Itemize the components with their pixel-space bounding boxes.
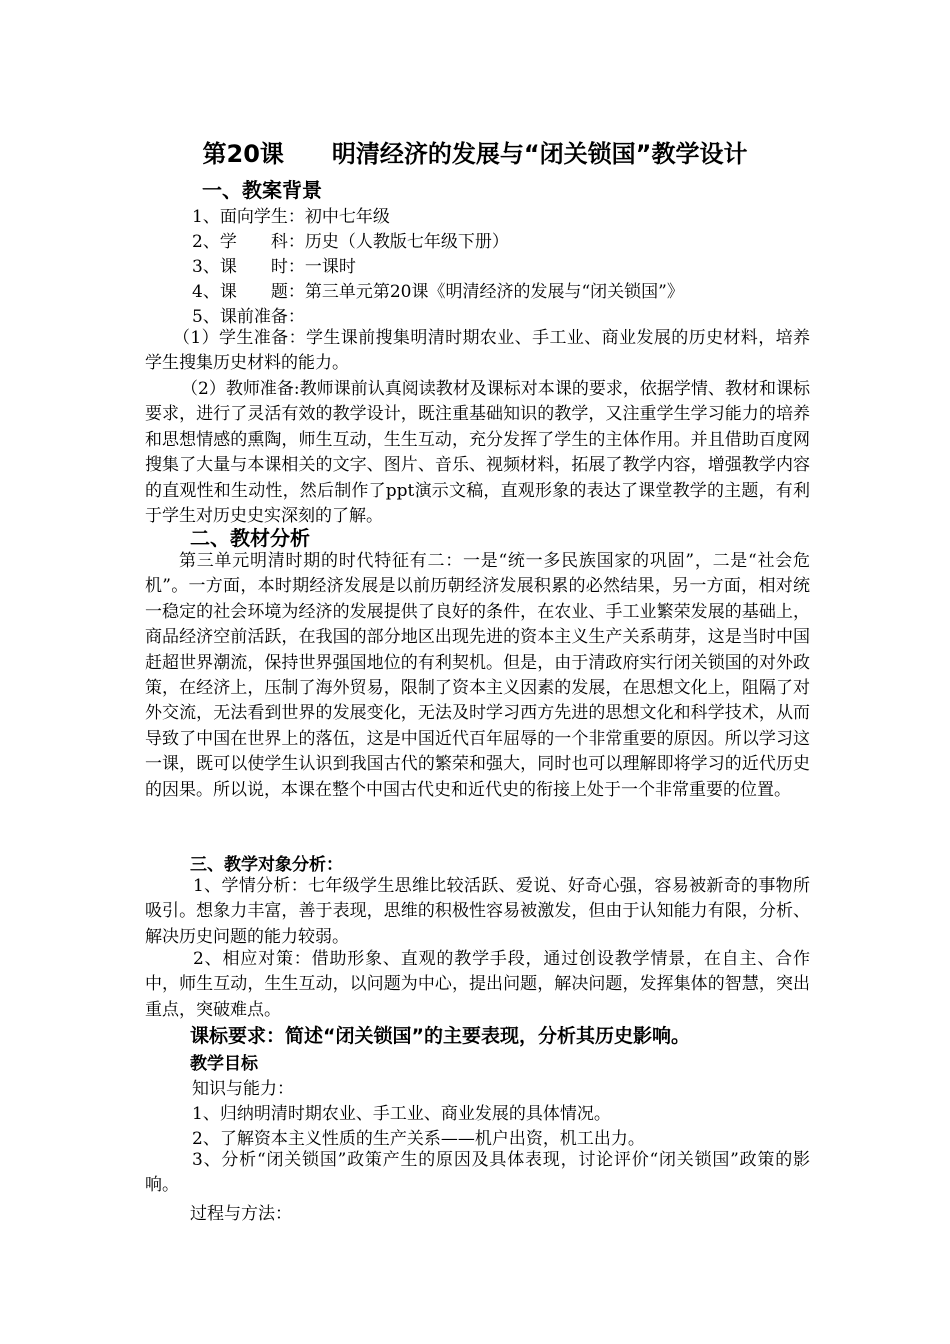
students-strategy-paragraph: 2、相应对策：借助形象、直观的教学手段，通过创设教学情景，在自主、合作中，师生互动，生生互动，以问题为中心，提出问题，解决问题，发挥集体的智慧，突出重点，突破难点。	[145, 949, 810, 1020]
prep-student-paragraph: （1）学生准备：学生课前搜集明清时期农业、手工业、商业发展的历史材料，培养学生搜集历史材料的能力。	[145, 328, 810, 374]
students-analysis-paragraph: 1、学情分析：七年级学生思维比较活跃、爱说、好奇心强，容易被新奇的事物所吸引。想象力丰富，善于表现，思维的积极性容易被激发，但由于认知能力有限，分析、解决历史问题的能力较弱。	[145, 876, 810, 947]
analysis-paragraph: 第三单元明清时期的时代特征有二：一是“统一多民族国家的巩固”，二是“社会危机”。一方面，本时期经济发展是以前历朝经济发展积累的必然结果，另一方面，相对统一稳定的社会环境为经济的发展提供了良好的条件，在农业、手工业繁荣发展的基础上，商品经济空前活跃，在我国的部分地区出现先进的资本主义生产关系萌芽，这是当时中国赶超世界潮流，保持世界强国地位的有利契机。但是，由于清政府实行闭关锁国的对外政策，在经济上，压制了海外贸易，限制了资本主义因素的发展，在思想文化上，阻隔了对外交流，无法看到世界的发展变化，无法及时学习西方先进的思想文化和科学技术，从而导致了中国在世界上的落伍，这是中国近代百年屈辱的一个非常重要的原因。所以学习这一课，既可以使学生认识到我国古代的繁荣和强大，同时也可以理解即将学习的近代历史的因果。所以说，本课在整个中国古代史和近代史的衔接上处于一个非常重要的位置。	[145, 551, 810, 800]
section-heading-students: 三、教学对象分析：	[190, 855, 343, 875]
curriculum-standard: 课标要求：简述“闭关锁国”的主要表现，分析其历史影响。	[190, 1025, 690, 1047]
knowledge-item-3: 3、分析“闭关锁国”政策产生的原因及具体表现，讨论评价“闭关锁国”政策的影响。	[145, 1150, 810, 1196]
knowledge-item-1: 1、归纳明清时期农业、手工业、商业发展的具体情况。	[192, 1104, 611, 1124]
background-item-students: 1、面向学生：初中七年级	[192, 207, 390, 227]
knowledge-label: 知识与能力：	[192, 1079, 294, 1099]
process-label: 过程与方法：	[190, 1204, 292, 1224]
background-item-topic: 4、课 题：第三单元第20课《明清经济的发展与“闭关锁国”》	[192, 282, 684, 302]
background-item-hours: 3、课 时：一课时	[192, 257, 356, 277]
section-heading-analysis: 二、教材分析	[190, 526, 310, 550]
background-item-prep: 5、课前准备：	[192, 307, 305, 327]
background-item-subject: 2、学 科：历史（人教版七年级下册）	[192, 232, 509, 252]
knowledge-item-2: 2、了解资本主义性质的生产关系——机户出资，机工出力。	[192, 1129, 645, 1149]
prep-teacher-paragraph: （2）教师准备:教师课前认真阅读教材及课标对本课的要求，依据学情、教材和课标要求，进行了灵活有效的教学设计，既注重基础知识的教学，又注重学生学习能力的培养和思想情感的熏陶，师生互动，生生互动，充分发挥了学生的主体作用。并且借助百度网搜集了大量与本课相关的文字、图片、音乐、视频材料，拓展了教学内容，增强教学内容的直观性和生动性，然后制作了ppt演示文稿，直观形象的表达了课堂教学的主题，有利于学生对历史史实深刻的了解。	[145, 379, 810, 527]
teaching-goals-heading: 教学目标	[190, 1054, 258, 1074]
page-title: 第20课 明清经济的发展与“闭关锁国”教学设计	[202, 140, 748, 168]
section-heading-background: 一、教案背景	[202, 178, 322, 202]
